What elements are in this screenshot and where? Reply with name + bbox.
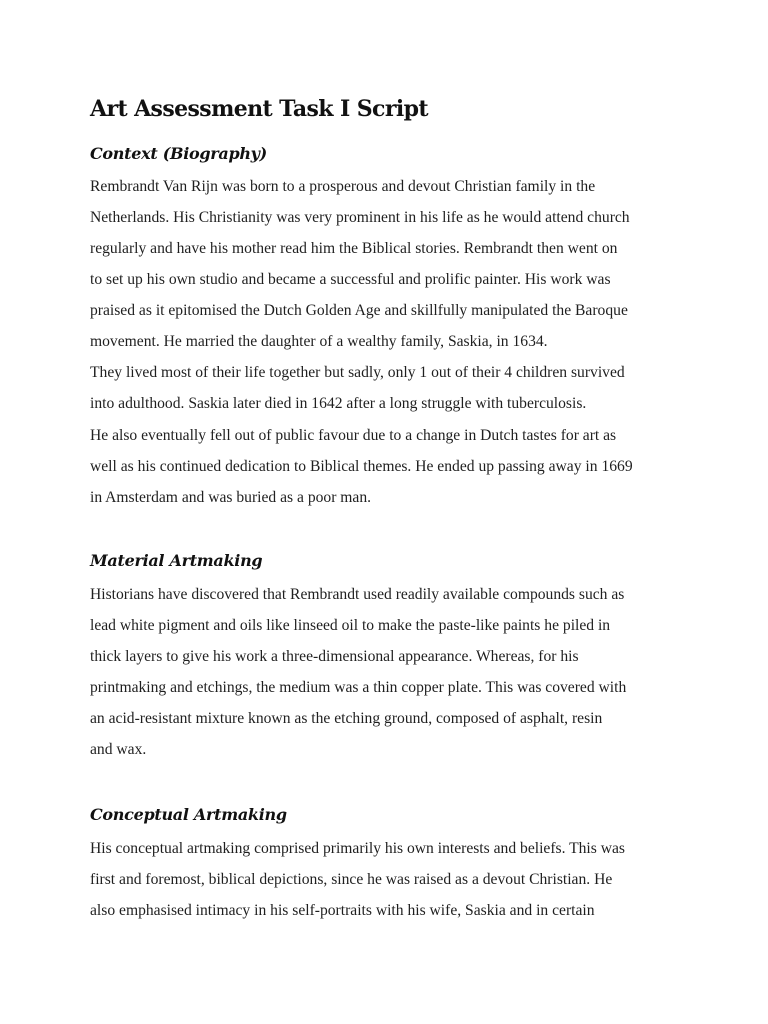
paragraph-line: and wax. (90, 741, 147, 758)
paragraph-line: Rembrandt Van Rijn was born to a prosperous and devout Christian family in the (90, 178, 596, 195)
paragraph-line: in Amsterdam and was buried as a poor man. (90, 489, 372, 506)
paragraph-line: His conceptual artmaking comprised primarily his own interests and beliefs. This was (90, 840, 625, 857)
paragraph-line: thick layers to give his work a three-dimensional appearance. Whereas, for his (90, 648, 579, 665)
section-heading-context-biography: Context (Biography) (90, 144, 267, 163)
paragraph-line: into adulthood. Saskia later died in 1642 after a long struggle with tuberculosis. (90, 395, 587, 412)
paragraph-line: well as his continued dedication to Biblical themes. He ended up passing away in 1669 (90, 458, 633, 475)
paragraph-line: an acid-resistant mixture known as the etching ground, composed of asphalt, resin (90, 710, 603, 727)
paragraph-line: They lived most of their life together but sadly, only 1 out of their 4 children survived (90, 364, 625, 381)
paragraph-line: praised as it epitomised the Dutch Golden Age and skillfully manipulated the Baroque (90, 302, 628, 319)
section-heading-conceptual-artmaking: Conceptual Artmaking (90, 805, 287, 824)
paragraph-line: movement. He married the daughter of a wealthy family, Saskia, in 1634. (90, 333, 548, 350)
paragraph-line: Netherlands. His Christianity was very prominent in his life as he would attend church (90, 209, 630, 226)
paragraph-line: to set up his own studio and became a successful and prolific painter. His work was (90, 271, 611, 288)
paragraph-line: Historians have discovered that Rembrandt used readily available compounds such as (90, 586, 625, 603)
section-heading-material-artmaking: Material Artmaking (90, 551, 263, 570)
paragraph-line: printmaking and etchings, the medium was a thin copper plate. This was covered with (90, 679, 627, 696)
paragraph-line: He also eventually fell out of public favour due to a change in Dutch tastes for art as (90, 427, 617, 444)
paragraph-line: regularly and have his mother read him the Biblical stories. Rembrandt then went on (90, 240, 618, 257)
paragraph-line: lead white pigment and oils like linseed oil to make the paste-like paints he piled in (90, 617, 611, 634)
document-title: Art Assessment Task I Script (90, 96, 428, 122)
paragraph-line: first and foremost, biblical depictions, since he was raised as a devout Christian. He (90, 871, 613, 888)
paragraph-line: also emphasised intimacy in his self-portraits with his wife, Saskia and in certain (90, 902, 595, 919)
